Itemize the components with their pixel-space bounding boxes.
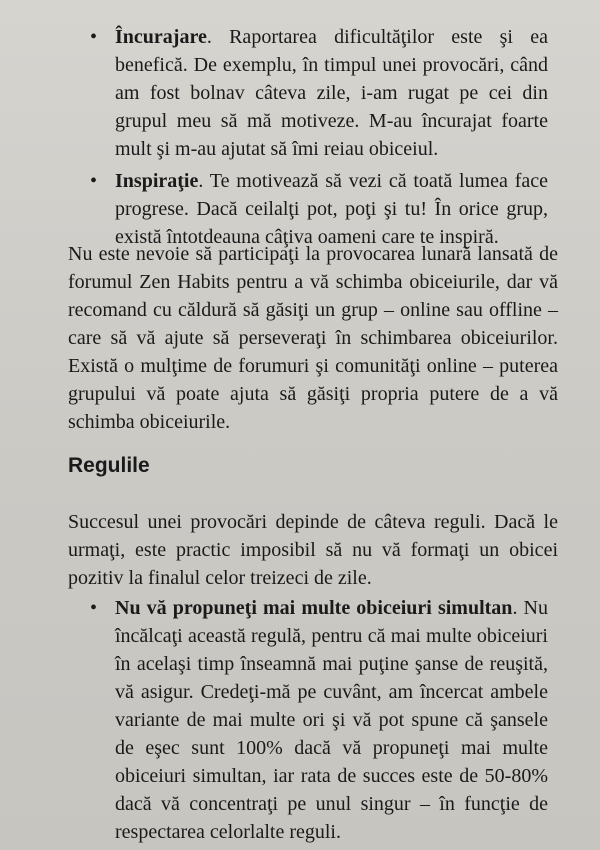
bullet-inspiration (0, 167, 600, 251)
bullet-list-top (0, 23, 600, 255)
bullet-one-habit-rule (0, 594, 600, 846)
body-paragraph-rules-intro: Succesul unei provocări depinde de câteva reguli. Dacă le urmaţi, este practic imposibil să nu vă formaţi un obicei pozitiv la finalul celor treizeci de zile. (68, 511, 558, 589)
bullet-text: . Te motivează să vezi că toată lumea face progrese. Dacă ceilalţi pot, poţi şi tu! În orice grup, există întotdeauna câţiva oameni care te inspiră. (115, 170, 548, 248)
bullet-term: Încurajare (115, 26, 207, 48)
bullet-dot: • (90, 597, 98, 619)
bullet-dot: • (90, 26, 98, 48)
bullet-term: Nu vă propuneţi mai multe obiceiuri simultan (115, 597, 513, 619)
bullet-text: . Raportarea dificultăţilor este şi ea benefică. De exemplu, în timpul unei provocări, când am fost bolnav câteva zile, i-am rugat pe cei din grupul meu să mă motiveze. M-au încurajat foarte mult şi m-au ajutat să îmi reiau obiceiul. (115, 26, 548, 160)
section-heading: Regulile (68, 454, 150, 477)
bullet-text: . Nu încălcaţi această regulă, pentru că mai multe obiceiuri în acelaşi timp înseamnă mai puţine şanse de reuşită, vă asigur. Credeţi-mă pe cuvânt, am încercat ambele variante de mai multe ori şi vă pot spune că şansele de eşec sunt 100% dacă vă propuneţi mai multe obiceiuri simultan, iar rata de succes este de 50-80% dacă vă concentraţi pe unul singur – în funcţie de respectarea celorlalte reguli. (115, 597, 548, 843)
bullet-encouragement (0, 23, 600, 163)
bullet-term: Inspiraţie (115, 170, 199, 192)
bullet-list-rules (0, 594, 600, 850)
bullet-dot: • (90, 170, 98, 192)
body-paragraph-groups: Nu este nevoie să participaţi la provocarea lunară lansată de forumul Zen Habits pentru a vă schimba obiceiurile, dar vă recomand cu căldură să găsiţi un grup – online sau offline – care să vă ajute să perseveraţi în schimbarea obiceiurilor. Există o mulţime de forumuri şi comunităţi online – puterea grupului vă poate ajuta să găsiţi propria putere de a vă schimba obiceiurile. (68, 243, 558, 433)
